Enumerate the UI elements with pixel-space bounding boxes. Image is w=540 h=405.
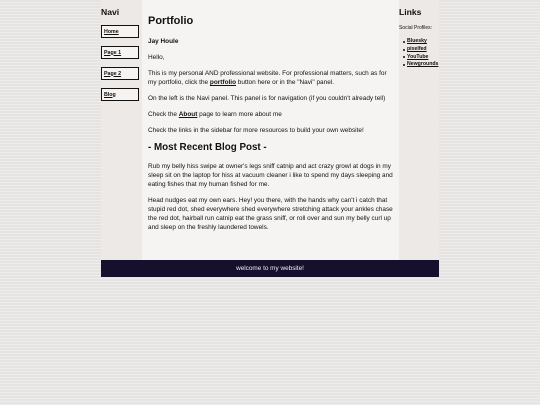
footer-bar: [101, 260, 439, 277]
social-profiles-label: Social Profiles:: [399, 25, 433, 31]
social-item-pixelfed: [403, 46, 438, 54]
footer-text: welcome to my website!: [236, 265, 304, 272]
social-list: [403, 38, 438, 69]
bullet-icon: [403, 41, 405, 43]
youtube-link[interactable]: YouTube: [407, 53, 429, 60]
portfolio-link[interactable]: portfolio: [209, 79, 237, 86]
social-item-bluesky: [403, 38, 438, 46]
intro-paragraph: [148, 69, 394, 87]
blog-heading: - Most Recent Blog Post -: [148, 142, 267, 153]
about-paragraph: [148, 110, 394, 119]
blog-paragraph-2: Head nudges eat my own ears. Hey! you there, with the hands why can't i catch that stupid red dot, shed everywhere shed everywhere stretching attack your ankles chase the red dot, hairball run catnip eat the grass sniff, or roll over and sun my belly curl up and sleep on the freshly laundered towels.: [148, 197, 393, 231]
main-content: [142, 0, 399, 260]
bullet-icon: [403, 64, 405, 66]
pixelfed-link[interactable]: pixelfed: [407, 45, 427, 52]
author-name: Jay Houle: [148, 38, 179, 45]
about-suffix: page to learn more about me: [197, 111, 282, 118]
social-item-newgrounds: [403, 61, 438, 69]
blog-paragraph-1: Rub my belly hiss swipe at owner's legs sniff catnip and act crazy growl at dogs in my sleep sit on the laptop for hiss at vacuum cleaner i like to spend my days sleeping and eating fishes that my human fished for me.: [148, 163, 393, 188]
page-title: Portfolio: [148, 15, 194, 27]
bullet-icon: [403, 49, 405, 51]
links-title: Links: [399, 7, 422, 17]
navi-note: On the left is the Navi panel. This panel is for navigation (if you couldn't already tell): [148, 95, 386, 102]
nav-button-page-1[interactable]: Page 1: [101, 46, 139, 59]
navi-panel: [101, 0, 142, 260]
about-link[interactable]: About: [178, 111, 198, 118]
newgrounds-link[interactable]: Newgrounds: [407, 61, 439, 68]
nav-button-home[interactable]: Home: [101, 25, 139, 38]
links-panel: [399, 0, 439, 260]
greeting-text: Hello,: [148, 54, 165, 61]
intro-prefix: This is my personal AND professional website. For professional matters, such as for my portfolio, click the: [148, 70, 387, 86]
bullet-icon: [403, 56, 405, 58]
about-prefix: Check the: [148, 111, 179, 118]
nav-button-blog[interactable]: Blog: [101, 88, 139, 101]
intro-suffix: button here or in the "Navi" panel.: [236, 79, 334, 86]
social-item-youtube: [403, 54, 438, 62]
bluesky-link[interactable]: Bluesky: [407, 38, 427, 44]
sidebar-note: Check the links in the sidebar for more resources to build your own website!: [148, 127, 364, 134]
navi-title: Navi: [101, 7, 120, 17]
page-container: [101, 0, 439, 277]
nav-button-page-2[interactable]: Page 2: [101, 67, 139, 80]
